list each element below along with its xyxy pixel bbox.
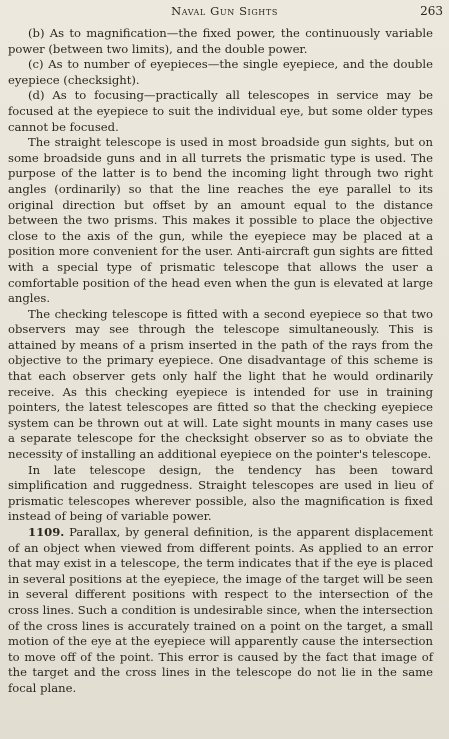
paragraph-text: The checking telescope is fitted with a second eyepiece so that two observers may see through the telescope simultaneously. This is attained by means of a prism inserted in the path of the rays from the objective to the primary eyepiece. One disadvantage of this scheme is that each observer gets only half the light that he would ordinarily receive. As this checking eyepiece is intended for use in training pointers, the latest telescopes are fitted so that the checking eyepiece system can be thrown out at will. Late sight mounts in many cases use a separate telescope for the checksight observer so as to obviate the necessity of installing an additional eyepiece on the pointer's telescope. — [8, 306, 433, 462]
paragraph-text: Parallax, by general definition, is the apparent displacement of an object when viewed from different points. As applied to an error that may exist in a telescope, the term indicates that if the eye is placed in several positions at the eyepiece, the image of the target will be seen in several different positions with respect to the intersection of the cross lines. Such a condition is undesirable since, when the intersection of the cross lines is accurately trained on a point on the target, a small motion of the eye at the eyepiece will apparently cause the intersection to move off of the point. This error is caused by the fact that image of the target and the cross lines in the telescope do not lie in the same focal plane. — [8, 525, 433, 695]
paragraph-text: The straight telescope is used in most broadside gun sights, but on some broadside guns and in all turrets the prismatic type is used. The purpose of the latter is to bend the incoming light through two right angles (ordinarily) so that the line reaches the eye parallel to its original direction but offset by an amount equal to the distance between the two prisms. This makes it possible to place the objective close to the axis of the gun, while the eyepiece may be placed at a position more convenient for the user. Anti-aircraft gun sights are fitted with a special type of prismatic telescope that allows the user a comfortable position of the head even when the gun is elevated at large angles. — [8, 135, 433, 306]
running-head — [0, 4, 449, 20]
paragraph-text: (b) As to magnification—the fixed power, the continuously variable power (between two limits), and the double power. — [8, 26, 433, 56]
paragraph-focusing — [8, 88, 433, 135]
body-text — [8, 26, 433, 697]
paragraph-straight-telescope — [8, 135, 433, 307]
paragraph-magnification — [8, 26, 433, 57]
paragraph-eyepieces — [8, 57, 433, 88]
page-number: 263 — [420, 4, 443, 18]
paragraph-late-design — [8, 463, 433, 525]
paragraph-parallax — [8, 525, 433, 697]
paragraph-text: In late telescope design, the tendency has been toward simplification and ruggedness. Straight telescopes are used in lieu of prismatic telescopes wherever possible, also the magnification is fixed instead of being of variable power. — [8, 462, 433, 524]
paragraph-checking-telescope — [8, 307, 433, 463]
paragraph-text: (d) As to focusing—practically all telescopes in service may be focused at the eyepiece to suit the individual eye, but some older types cannot be focused. — [8, 88, 433, 134]
section-number: 1109. — [28, 525, 65, 539]
running-title: Naval Gun Sights — [171, 4, 278, 18]
paragraph-text: (c) As to number of eyepieces—the single eyepiece, and the double eyepiece (checksight). — [8, 57, 433, 87]
